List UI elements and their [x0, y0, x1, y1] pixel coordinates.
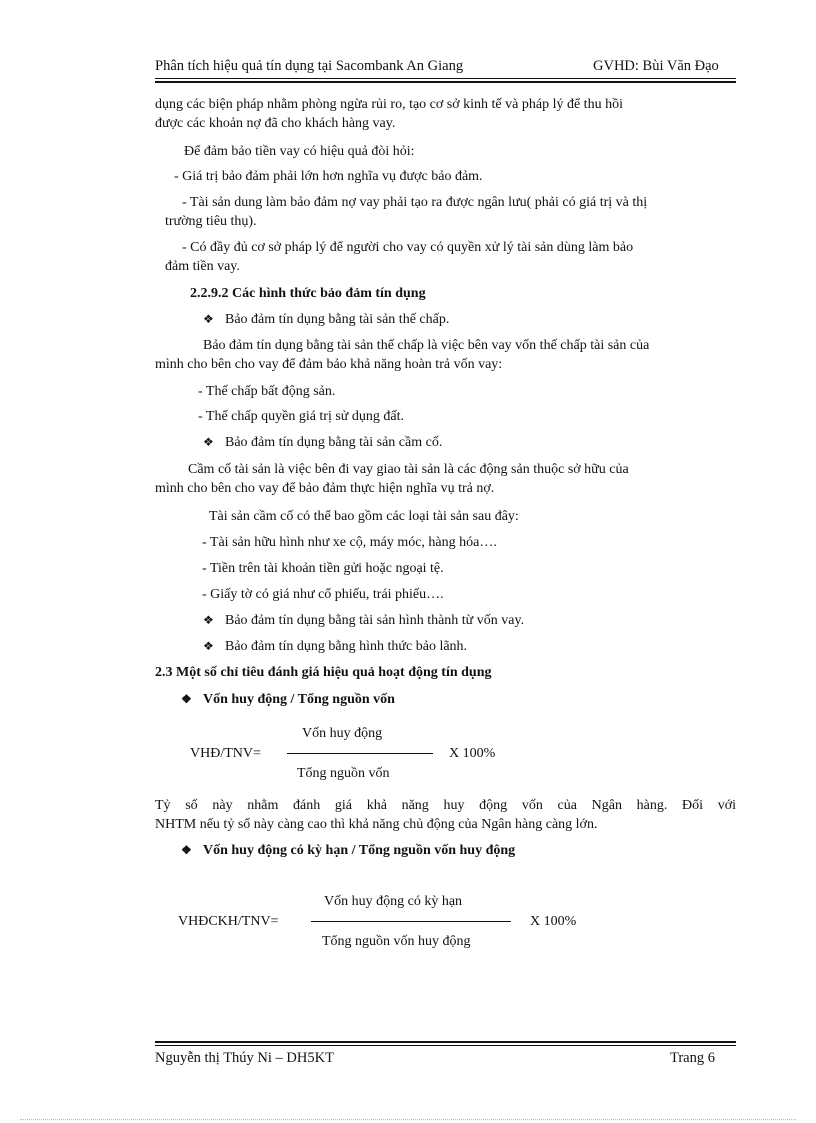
section-heading: 2.2.9.2 Các hình thức bảo đảm tín dụng	[190, 286, 426, 301]
list-item: - Tài sản dung làm bảo đảm nợ vay phải tạo ra được ngân lưu( phải có giá trị và thị trường tiêu thụ).	[165, 195, 648, 229]
formula-denominator: Tổng nguồn vốn	[297, 766, 390, 781]
formula-denominator: Tổng nguồn vốn huy động	[322, 934, 471, 949]
paragraph-intro: dụng các biện pháp nhằm phòng ngừa rủi ro, tạo cơ sở kinh tế và pháp lý để thu hồi được các khoản nợ đã cho khách hàng vay.	[155, 97, 623, 131]
formula-numerator: Vốn huy động	[302, 726, 383, 741]
bullet-diamond-icon: ❖	[203, 312, 214, 326]
bullet-diamond-icon: ❖	[203, 639, 214, 653]
fraction-bar	[287, 753, 433, 754]
list-item: - Giá trị bảo đảm phải lớn hơn nghĩa vụ được bảo đảm.	[174, 169, 483, 184]
bullet-item: ❖ Bảo đảm tín dụng bằng tài sản hình thành từ vốn vay.	[203, 613, 525, 628]
bullet-item: ❖ Bảo đảm tín dụng bằng tài sản cầm cố.	[203, 435, 443, 450]
list-item: - Tiền trên tài khoản tiền gửi hoặc ngoại tệ.	[202, 561, 444, 576]
footer-page-number: Trang 6	[670, 1050, 715, 1066]
formula-lhs: VHĐCKH/TNV=	[178, 914, 279, 929]
list-item: - Giấy tờ có giá như cổ phiếu, trái phiếu….	[202, 587, 444, 602]
footer-rule	[155, 1041, 736, 1046]
formula-multiplier: X 100%	[530, 914, 577, 929]
paragraph-pledge-assets: Tài sản cầm cố có thể bao gồm các loại tài sản sau đây:	[209, 509, 519, 524]
bullet-item: ❖ Bảo đảm tín dụng bằng hình thức bảo lãnh.	[203, 639, 468, 654]
header-title: Phân tích hiệu quả tín dụng tại Sacombank An Giang	[155, 58, 464, 74]
paragraph-requirement: Để đảm bảo tiền vay có hiệu quả đòi hỏi:	[184, 144, 415, 159]
bullet-item: ❖ Bảo đảm tín dụng bằng tài sản thế chấp.	[203, 312, 450, 327]
list-item: - Tài sản hữu hình như xe cộ, máy móc, hàng hóa….	[202, 535, 497, 550]
header-rule	[155, 78, 736, 83]
page-edge	[20, 1119, 796, 1120]
formula-numerator: Vốn huy động có kỳ hạn	[324, 894, 463, 909]
paragraph-pledge: Cầm cố tài sản là việc bên đi vay giao tài sản là các động sản thuộc sở hữu của mình cho bên cho vay để bảo đảm thực hiện nghĩa vụ trả nợ.	[155, 462, 629, 496]
header-advisor: GVHD: Bùi Văn Đạo	[593, 58, 719, 74]
paragraph-ratio-explanation: Tỷ số này nhằm đánh giá khả năng huy động vốn của Ngân hàng. Đối với NHTM nếu tỷ số này càng cao thì khả năng chủ động của Ngân hàng càng lớn.	[155, 798, 736, 832]
paragraph-mortgage: Bảo đảm tín dụng bằng tài sản thế chấp là việc bên vay vốn thế chấp tài sản của mình cho bên cho vay để đảm bảo khả năng hoàn trả vốn vay:	[155, 338, 650, 372]
bullet-diamond-icon: ❖	[203, 435, 214, 449]
list-item: - Thế chấp bất động sản.	[198, 384, 336, 399]
footer-author: Nguyễn thị Thúy Ni – DH5KT	[155, 1050, 334, 1066]
list-item: - Có đầy đủ cơ sở pháp lý để người cho vay có quyền xử lý tài sản dùng làm bảo đảm tiền vay.	[165, 240, 634, 274]
indicator-heading: ❖ Vốn huy động có kỳ hạn / Tổng nguồn vốn huy động	[181, 843, 516, 858]
section-heading: 2.3 Một số chỉ tiêu đánh giá hiệu quả hoạt động tín dụng	[155, 665, 492, 680]
bullet-diamond-icon: ❖	[181, 692, 192, 706]
bullet-diamond-icon: ❖	[203, 613, 214, 627]
formula-lhs: VHĐ/TNV=	[190, 746, 261, 761]
bullet-diamond-icon: ❖	[181, 843, 192, 857]
indicator-heading: ❖ Vốn huy động / Tổng nguồn vốn	[181, 692, 395, 707]
formula-multiplier: X 100%	[449, 746, 496, 761]
list-item: - Thế chấp quyền giá trị sử dụng đất.	[198, 409, 405, 424]
fraction-bar	[311, 921, 511, 922]
